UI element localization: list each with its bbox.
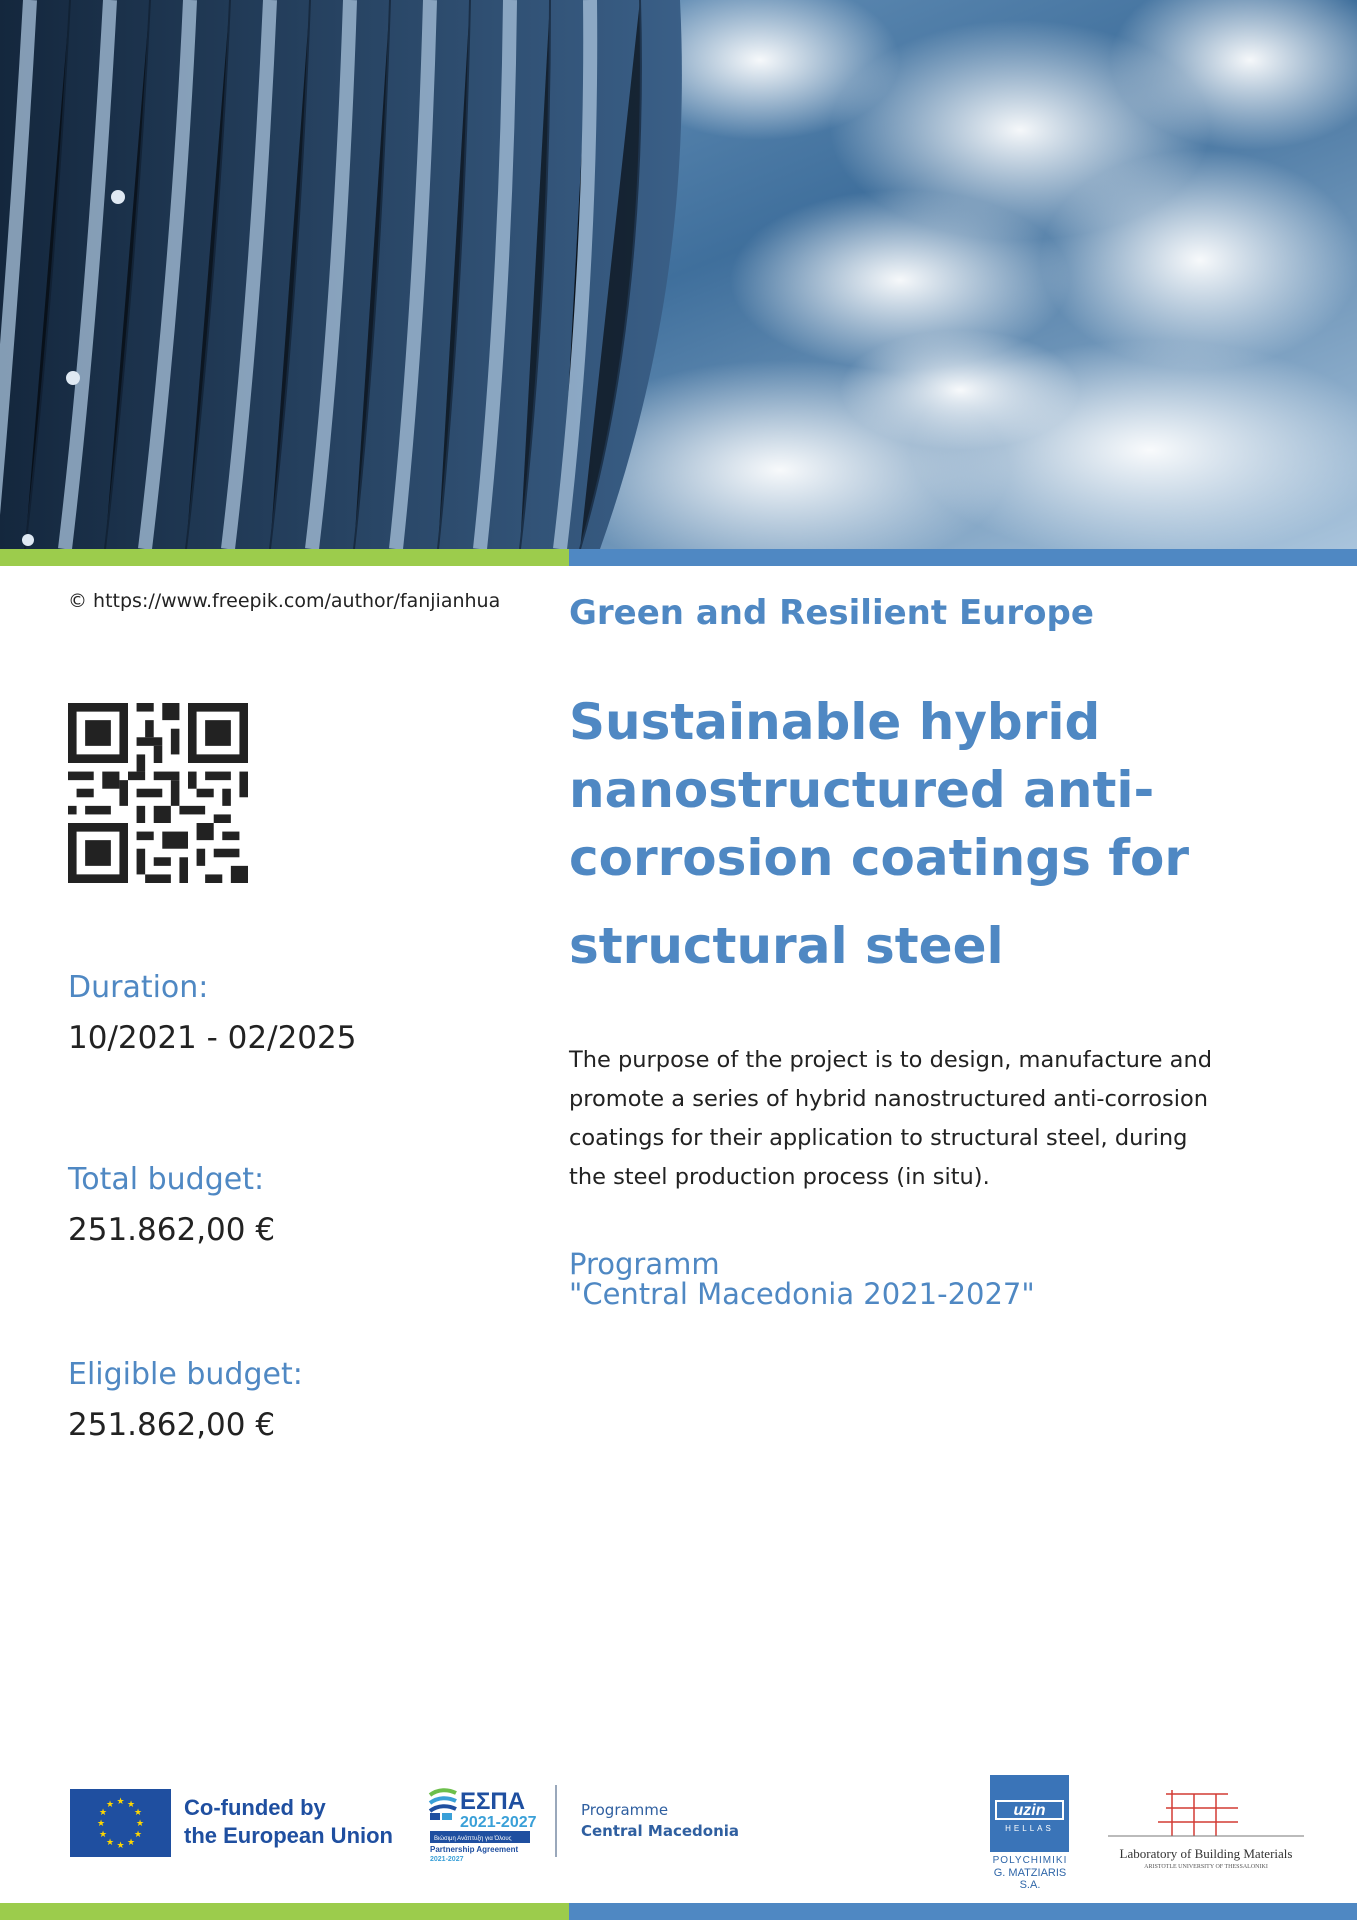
svg-text:★: ★: [98, 1808, 108, 1818]
tagline: Green and Resilient Europe: [569, 593, 1094, 633]
uzin-company-name: [990, 1855, 1070, 1891]
espa-title: ΕΣΠΑ: [460, 1788, 526, 1815]
hero-photo: [0, 0, 1357, 549]
uzin-company-line-1: POLYCHIMIKI: [992, 1855, 1068, 1866]
svg-text:★: ★: [105, 1800, 115, 1810]
eligible-budget-value: 251.862,00 €: [68, 1407, 276, 1443]
eu-line-2: the European Union: [184, 1823, 393, 1848]
project-description: The purpose of the project is to design, manufacture and promote a series of hybrid nanostructured anti-corrosion coatings for their application to structural steel, during the steel production process (in situ).: [569, 1047, 1212, 1190]
eu-line-1: Co-funded by: [184, 1795, 326, 1820]
uzin-hellas: HELLAS: [1005, 1824, 1054, 1833]
espa-years: 2021-2027: [460, 1814, 537, 1831]
espa-tagline: Βιώσιμη Ανάπτυξη για Όλους: [434, 1836, 512, 1842]
uzin-wordmark: uzin: [1013, 1802, 1046, 1819]
eu-flag-icon: [70, 1789, 171, 1857]
svg-text:★: ★: [133, 1808, 143, 1818]
lab-university: ARISTOTLE UNIVERSITY OF THESSALONIKI: [1144, 1864, 1268, 1870]
svg-text:★: ★: [98, 1830, 108, 1840]
espa-logo: [428, 1785, 538, 1867]
programme-line-2: "Central Macedonia 2021-2027": [569, 1277, 1035, 1311]
project-title-line-1: Sustainable hybrid: [569, 693, 1101, 751]
espa-partnership-years: 2021-2027: [430, 1856, 464, 1863]
bottom-band-blue: [569, 1903, 1357, 1920]
svg-text:★: ★: [126, 1800, 136, 1810]
svg-text:★: ★: [133, 1830, 143, 1840]
total-budget-value: 251.862,00 €: [68, 1212, 276, 1248]
espa-partnership: Partnership Agreement: [430, 1845, 519, 1854]
photo-credit[interactable]: © https://www.freepik.com/author/fanjianhua: [68, 590, 501, 612]
svg-text:★: ★: [116, 1797, 125, 1807]
top-band-blue: [569, 549, 1357, 566]
qr-code[interactable]: [68, 703, 248, 883]
project-title-line-4: structural steel: [569, 917, 1004, 975]
project-title-line-2: nanostructured anti-: [569, 761, 1155, 819]
svg-text:★: ★: [126, 1838, 136, 1848]
svg-text:★: ★: [105, 1838, 115, 1848]
svg-text:★: ★: [135, 1819, 145, 1829]
duration-label: Duration:: [68, 970, 209, 1005]
footer-programme: [581, 1800, 739, 1842]
total-budget-label: Total budget:: [68, 1162, 265, 1197]
top-band-green: [0, 549, 569, 566]
footer-divider: [555, 1785, 557, 1857]
bottom-band-green: [0, 1903, 569, 1920]
duration-value: 10/2021 - 02/2025: [68, 1020, 357, 1056]
eligible-budget-label: Eligible budget:: [68, 1357, 303, 1392]
svg-text:★: ★: [96, 1819, 106, 1829]
lab-name: Laboratory of Building Materials: [1119, 1846, 1293, 1861]
footer-programme-label: Programme: [581, 1801, 669, 1819]
eu-cofunded-text: [184, 1794, 393, 1850]
uzin-company-line-2: G. MATZIARIS S.A.: [993, 1867, 1067, 1891]
footer-programme-name: Central Macedonia: [581, 1822, 740, 1840]
programme-line-1: Programm: [569, 1247, 720, 1281]
project-title-line-3: corrosion coatings for: [569, 829, 1189, 887]
uzin-logo: [990, 1775, 1069, 1852]
svg-text:★: ★: [116, 1841, 125, 1851]
